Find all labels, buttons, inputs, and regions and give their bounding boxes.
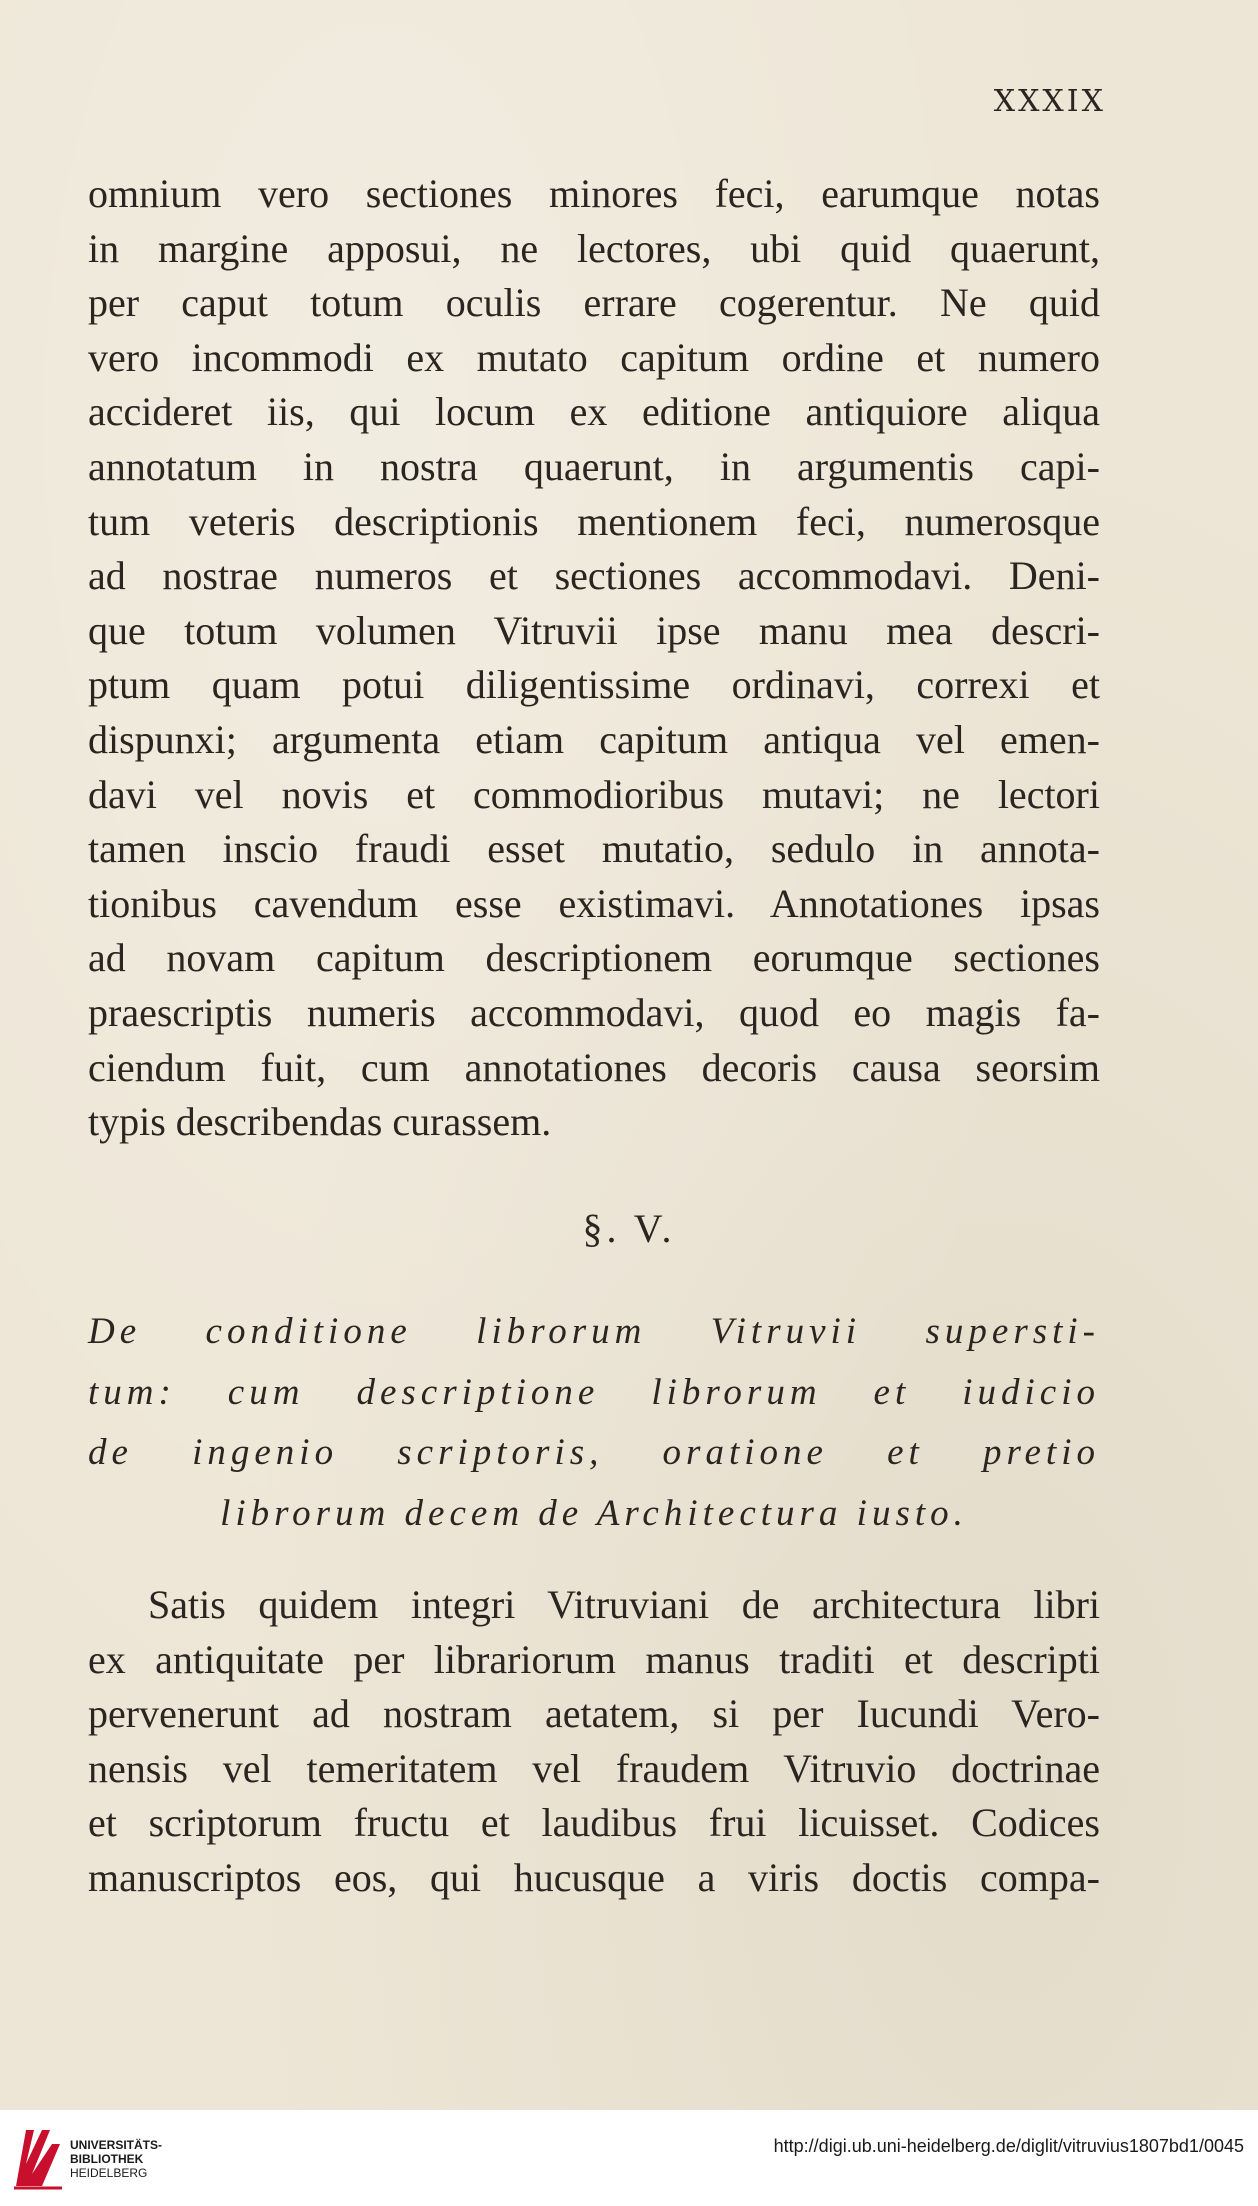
- text-line: nensis vel temeritatem vel fraudem Vitruvio doctrinae: [88, 1745, 1100, 1791]
- library-name-line: UNIVERSITÄTS-: [70, 2138, 163, 2152]
- text-line: vero incommodi ex mutato capitum ordine et numero: [88, 334, 1100, 380]
- library-name: [70, 2138, 162, 2180]
- text-line: ad nostrae numeros et sectiones accommodavi. Deni-: [88, 553, 1100, 599]
- source-url-link[interactable]: http://digi.ub.uni-heidelberg.de/diglit/vitruvius1807bd1/0045: [773, 2136, 1244, 2156]
- page-number: XXXIX: [993, 84, 1106, 119]
- footer-bar: [0, 2110, 1258, 2206]
- text-line: Satis quidem integri Vitruviani de architectura libri: [148, 1582, 1100, 1627]
- subtitle-line: de ingenio scriptoris, oratione et pretio: [88, 1432, 1100, 1473]
- text-line: et scriptorum fructu et laudibus frui licuisset. Codices: [88, 1800, 1100, 1846]
- text-line: ciendum fuit, cum annotationes decoris causa seorsim: [88, 1044, 1100, 1090]
- text-line: in margine apposui, ne lectores, ubi quid quaerunt,: [88, 225, 1100, 271]
- university-logo-icon: [12, 2124, 64, 2190]
- paragraph-1: [88, 167, 1100, 1150]
- text-line: accideret iis, qui locum ex editione antiquiore aliqua: [88, 389, 1100, 435]
- text-line: pervenerunt ad nostram aetatem, si per Iucundi Vero-: [88, 1691, 1100, 1737]
- text-line: typis describendas curassem.: [88, 1099, 552, 1145]
- text-line: tamen inscio fraudi esset mutatio, sedulo in annota-: [88, 826, 1100, 872]
- text-line: ptum quam potui diligentissime ordinavi, correxi et: [88, 662, 1100, 708]
- text-line: dispunxi; argumenta etiam capitum antiqua vel emen-: [88, 716, 1100, 762]
- text-line: manuscriptos eos, qui hucusque a viris doctis compa-: [88, 1854, 1100, 1900]
- text-line: que totum volumen Vitruvii ipse manu mea descri-: [88, 607, 1100, 653]
- library-name-line: HEIDELBERG: [70, 2166, 148, 2180]
- section-heading: §. V.: [582, 1206, 676, 1251]
- text-line: annotatum in nostra quaerunt, in argumentis capi-: [88, 443, 1100, 489]
- library-name-line: BIBLIOTHEK: [70, 2152, 144, 2166]
- text-line: ex antiquitate per librariorum manus traditi et descripti: [88, 1636, 1100, 1682]
- subtitle-line: De conditione librorum Vitruvii supersti-: [88, 1311, 1100, 1352]
- text-line: ad novam capitum descriptionem eorumque sectiones: [88, 935, 1100, 981]
- section-subtitle: [88, 1302, 1100, 1544]
- text-line: tionibus cavendum esse existimavi. Annotationes ipsas: [88, 880, 1100, 926]
- paragraph-2: [88, 1578, 1100, 1906]
- subtitle-line: librorum decem de Architectura iusto.: [220, 1492, 968, 1534]
- subtitle-line: tum: cum descriptione librorum et iudicio: [88, 1371, 1100, 1413]
- text-line: omnium vero sectiones minores feci, earumque notas: [88, 171, 1100, 216]
- text-line: per caput totum oculis errare cogerentur. Ne quid: [88, 280, 1100, 326]
- text-line: praescriptis numeris accommodavi, quod eo magis fa-: [88, 989, 1100, 1035]
- text-line: davi vel novis et commodioribus mutavi; ne lectori: [88, 771, 1100, 817]
- text-line: tum veteris descriptionis mentionem feci, numerosque: [88, 498, 1100, 544]
